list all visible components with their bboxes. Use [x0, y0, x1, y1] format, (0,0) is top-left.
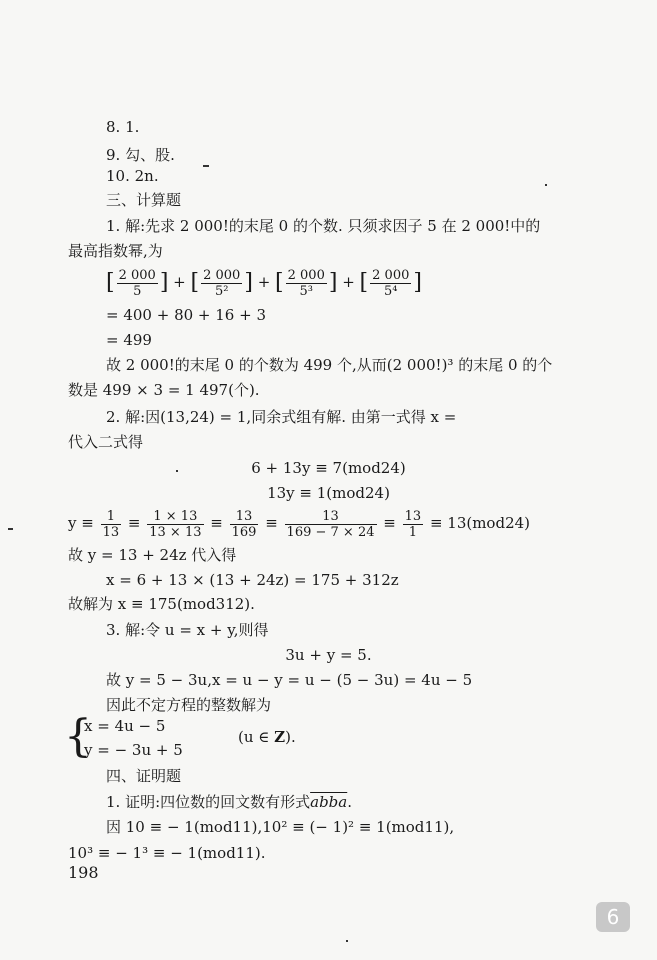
problem2-line3: 故 y = 13 + 24z 代入得 — [68, 546, 237, 564]
section-heading-calc: 三、计算题 — [106, 191, 182, 209]
problem2-y-chain: y ≡ $\frac{1}{13}$ ≡ $\frac{1 \times 13}{13 \times 13}$ ≡ $\frac{13}{169}$ ≡ $\frac{13}{169 - 7 \times 24}$ ≡ $\frac{13}{1}$ ≡ 13(mod24) — [68, 508, 531, 540]
system-brace: { — [64, 711, 92, 762]
problem2-congruence2: 13y ≡ 1(mod24) — [267, 484, 390, 502]
scan-speck — [176, 470, 178, 472]
floor-sum-expression: [ $\frac{2 000}{5}$ ] + [ $\frac{2 000}{\text{5²}}$ ] + [ $\frac{2 000}{\text{5³}}$ ] + [ $\frac{2 000}{\text{5⁴}}$ ] — [106, 267, 422, 299]
section-heading-proof: 四、证明题 — [106, 767, 182, 785]
problem2-line2: 代入二式得 — [68, 433, 144, 451]
system-eq2: y = − 3u + 5 — [84, 741, 183, 759]
fraction: $\frac{13}{169 - 7 \times 24}$ — [286, 508, 375, 540]
problem3-line2: 故 y = 5 − 3u,x = u − y = u − (5 − 3u) = 4u − 5 — [106, 671, 473, 689]
problem2-line5: 故解为 x ≡ 175(mod312). — [68, 595, 255, 613]
answer-10: 10. 2n. — [106, 167, 159, 185]
page-number: 198 — [68, 863, 99, 882]
problem2-congruence1: 6 + 13y ≡ 7(mod24) — [251, 459, 406, 477]
sum-line: = 400 + 80 + 16 + 3 — [106, 306, 266, 324]
fraction: $\frac{2 000}{5}$ — [118, 267, 156, 299]
problem2-line4: x = 6 + 13 × (13 + 24z) = 175 + 312z — [106, 571, 399, 589]
problem1-line3: 故 2 000!的末尾 0 的个数为 499 个,从而(2 000!)³ 的末尾 0 的个 — [106, 356, 553, 374]
proof1-line1: 1. 证明:四位数的回文数有形式abba. — [106, 793, 353, 811]
proof1-line2: 因 10 ≡ − 1(mod11),10² ≡ (− 1)² ≡ 1(mod11), — [106, 818, 455, 836]
problem3-equation: 3u + y = 5. — [285, 646, 372, 664]
answer-8: 8. 1. — [106, 118, 140, 136]
problem1-line2: 最高指数幂,为 — [68, 242, 163, 260]
problem2-line1: 2. 解:因(13,24) = 1,同余式组有解. 由第一式得 x = — [106, 408, 457, 426]
fraction: $\frac{13}{169}$ — [231, 508, 257, 540]
system-condition: (u ∈ Z). — [238, 728, 296, 746]
scan-speck — [545, 184, 547, 186]
result-line: = 499 — [106, 331, 152, 349]
page-badge: 6 — [596, 902, 630, 932]
fraction: $\frac{1 \times 13}{13 \times 13}$ — [149, 508, 202, 540]
problem3-line1: 3. 解:令 u = x + y,则得 — [106, 621, 269, 639]
fraction: $\frac{2 000}{\text{5²}}$ — [203, 267, 241, 299]
fraction: $\frac{13}{1}$ — [404, 508, 422, 540]
proof1-line3: 10³ ≡ − 1³ ≡ − 1(mod11). — [68, 844, 266, 862]
answer-9: 9. 勾、股. — [106, 146, 175, 164]
scan-speck — [203, 165, 209, 167]
system-eq1: x = 4u − 5 — [84, 717, 166, 735]
problem1-line4: 数是 499 × 3 = 1 497(个). — [68, 381, 260, 399]
scan-speck — [346, 940, 348, 942]
problem1-line1: 1. 解:先求 2 000!的末尾 0 的个数. 只须求因子 5 在 2 000!中的 — [106, 217, 541, 235]
scan-speck — [8, 528, 13, 530]
problem3-line3: 因此不定方程的整数解为 — [106, 696, 272, 714]
fraction: $\frac{2 000}{\text{5⁴}}$ — [372, 267, 410, 299]
fraction: $\frac{2 000}{\text{5³}}$ — [287, 267, 325, 299]
fraction: $\frac{1}{13}$ — [102, 508, 120, 540]
